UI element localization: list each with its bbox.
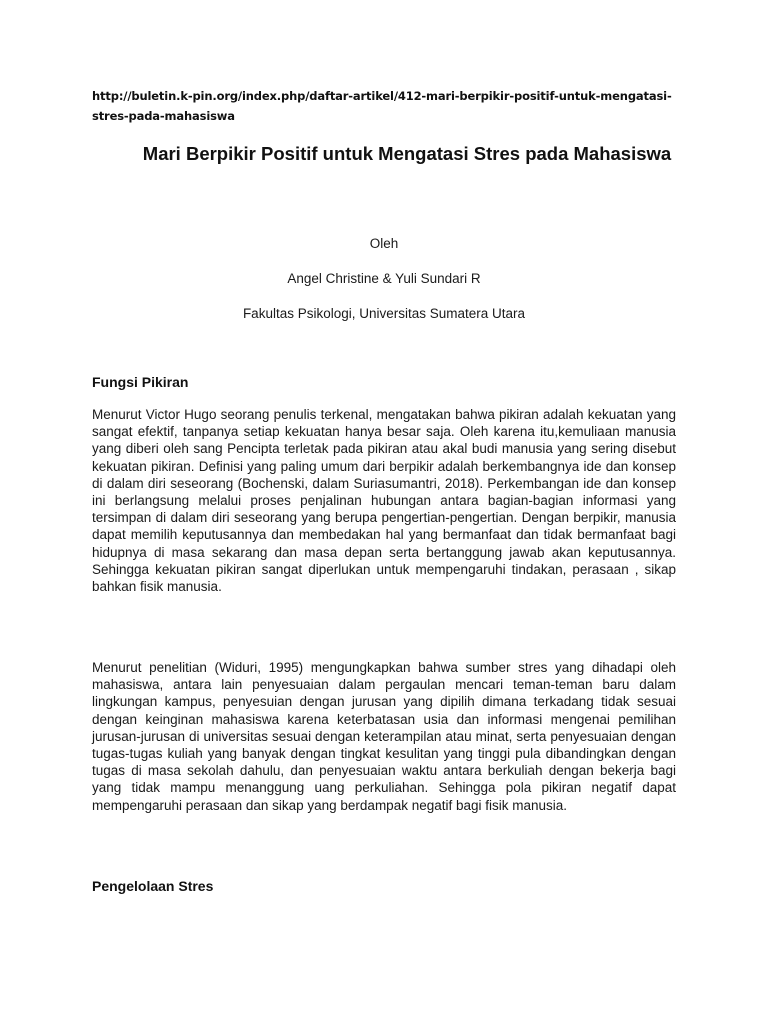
paragraph: Menurut penelitian (Widuri, 1995) mengungkapkan bahwa sumber stres yang dihadapi oleh mahasiswa, antara lain penyesuaian dalam pergaulan mencari teman-teman baru dalam lingkungan kampus, penyesuian dengan jurusan yang dipilih dimana terkadang tidak sesuai dengan keinginan mahasiswa karena keterbatasan usia dan informasi mengenai pemilihan jurusan-jurusan di universitas sesuai dengan keterampilan atau minat, serta penyesuaian dengan tugas-tugas kuliah yang banyak dengan tingkat kesulitan yang tinggi pula dibandingkan dengan tugas di masa sekolah dahulu, dan penyesuaian waktu antara berkuliah dengan bekerja bagi yang tidak mampu menanggung uang perkuliahan. Sehingga pola pikiran negatif dapat mempengaruhi perasaan dan sikap yang berdampak negatif bagi fisik manusia. (92, 660, 676, 813)
byline-affiliation: Fakultas Psikologi, Universitas Sumatera Utara (242, 306, 526, 321)
section-heading-fungsi-pikiran: Fungsi Pikiran (92, 374, 189, 390)
byline-oleh: Oleh (369, 236, 399, 251)
article-title: Mari Berpikir Positif untuk Mengatasi Stres pada Mahasiswa (142, 143, 672, 164)
section-heading-pengelolaan-stres: Pengelolaan Stres (92, 878, 214, 894)
paragraph: Menurut Victor Hugo seorang penulis terkenal, mengatakan bahwa pikiran adalah kekuatan yang sangat efektif, tanpanya setiap kekuatan hanya besar saja. Oleh karena itu,kemuliaan manusia yang diberi oleh sang Pencipta terletak pada pikiran atau akal budi manusia yang sering disebut kekuatan pikiran. Definisi yang paling umum dari berpikir adalah berkembangnya ide dan konsep di dalam diri seseorang (Bochenski, dalam Suriasumantri, 2018). Perkembangan ide dan konsep ini berlangsung melalui proses penjalinan hubungan antara bagian-bagian informasi yang tersimpan di dalam diri seseorang yang berupa pengertian-pengertian. Dengan berpikir, manusia dapat memilih keputusannya dan membedakan hal yang bermanfaat dan tidak bermanfaat bagi hidupnya di masa sekarang dan masa depan serta bertanggung jawab akan keputusannya. Sehingga kekuatan pikiran sangat diperlukan untuk mempengaruhi tindakan, perasaan , sikap bahkan fisik manusia. (92, 407, 676, 595)
byline-authors: Angel Christine & Yuli Sundari R (287, 271, 481, 286)
source-url: http://buletin.k-pin.org/index.php/daftar-artikel/412-mari-berpikir-positif-untuk-mengatasi-stres-pada-mahasiswa (92, 89, 672, 123)
